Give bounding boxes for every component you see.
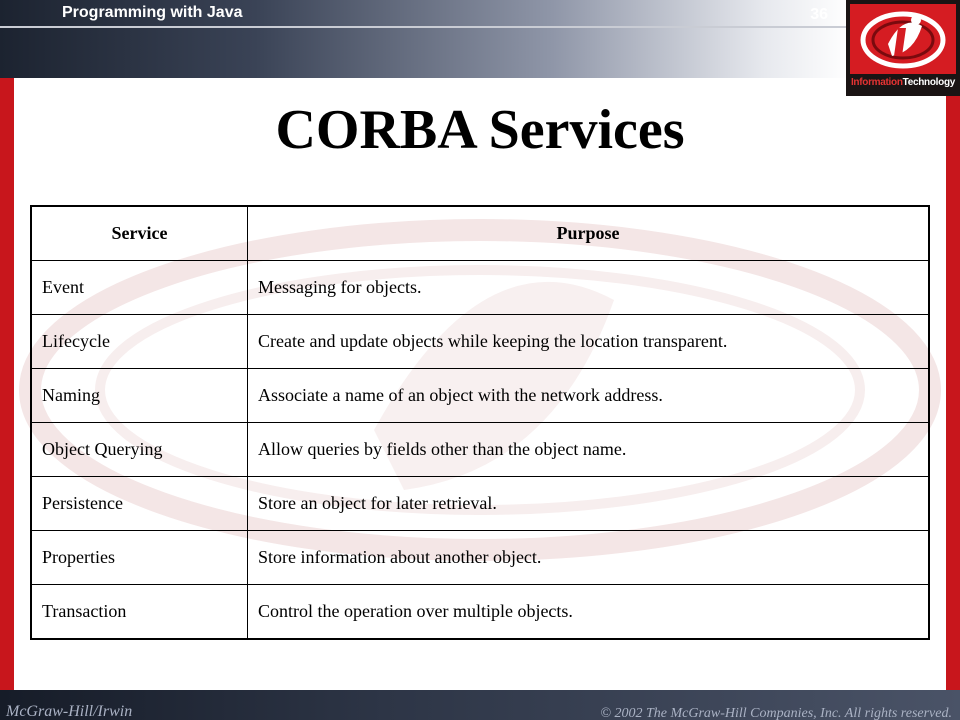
table-row bbox=[31, 423, 929, 477]
header-purpose: Purpose bbox=[248, 206, 930, 261]
services-table bbox=[30, 205, 930, 640]
slide-title: CORBA Services bbox=[275, 99, 685, 161]
page-number: 36 bbox=[810, 6, 828, 23]
service-cell: Naming bbox=[31, 369, 248, 423]
copyright-label: © 2002 The McGraw-Hill Companies, Inc. All rights reserved. bbox=[600, 706, 952, 720]
purpose-cell: Control the operation over multiple objects. bbox=[248, 585, 930, 640]
right-accent-bar bbox=[946, 96, 960, 698]
logo-emblem-icon bbox=[854, 4, 952, 74]
course-title: Programming with Java bbox=[62, 4, 243, 21]
service-cell: Persistence bbox=[31, 477, 248, 531]
table-row bbox=[31, 477, 929, 531]
header-rule bbox=[0, 26, 850, 28]
purpose-cell: Store information about another object. bbox=[248, 531, 930, 585]
left-accent-bar bbox=[0, 78, 14, 698]
table-row bbox=[31, 315, 929, 369]
header-service: Service bbox=[31, 206, 248, 261]
service-cell: Event bbox=[31, 261, 248, 315]
purpose-cell: Create and update objects while keeping the location transparent. bbox=[248, 315, 930, 369]
table-row bbox=[31, 261, 929, 315]
purpose-cell: Messaging for objects. bbox=[248, 261, 930, 315]
service-cell: Object Querying bbox=[31, 423, 248, 477]
service-cell: Transaction bbox=[31, 585, 248, 640]
service-cell: Lifecycle bbox=[31, 315, 248, 369]
publisher-label: McGraw-Hill/Irwin bbox=[6, 703, 133, 720]
table-row bbox=[31, 531, 929, 585]
purpose-cell: Associate a name of an object with the network address. bbox=[248, 369, 930, 423]
purpose-cell: Allow queries by fields other than the object name. bbox=[248, 423, 930, 477]
information-technology-logo bbox=[846, 0, 960, 96]
logo-text: InformationTechnology bbox=[850, 77, 956, 88]
table-row bbox=[31, 585, 929, 640]
service-cell: Properties bbox=[31, 531, 248, 585]
purpose-cell: Store an object for later retrieval. bbox=[248, 477, 930, 531]
table-row bbox=[31, 369, 929, 423]
table-header-row bbox=[31, 206, 929, 261]
